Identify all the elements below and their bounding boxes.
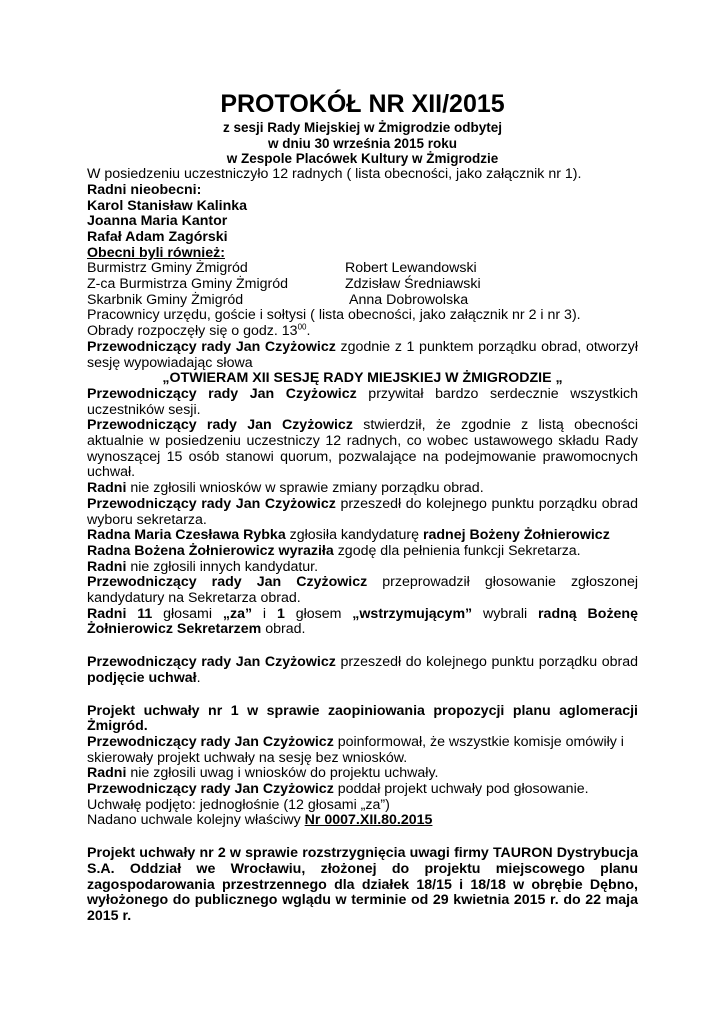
opening-paragraph: Przewodniczący rady Jan Czyżowicz zgodnie z 1 punktem porządku obrad, otworzył sesję wypowiadając słowa <box>87 338 638 371</box>
present-row <box>87 261 638 277</box>
resolution-2-title: Projekt uchwały nr 2 w sprawie rozstrzygnięcia uwagi firmy TAURON Dystrybucja S.A. Oddział we Wrocławiu, złożonej do projektu miejscowego planu zagospodarowania przestrzennego dla działek 18/15 i 18/18 w obrębie Dębno, wyłożonego do publicznego wglądu w terminie od 29 kwietnia 2015 r. do 22 maja 2015 r. <box>87 845 638 924</box>
resolution-1-number: Nadano uchwale kolejny właściwy Nr 0007.XII.80.2015 <box>87 812 433 829</box>
present-row <box>87 277 638 293</box>
present-role: Burmistrz Gminy Żmigród <box>87 260 248 277</box>
subtitle-line-3: w Zespole Placówek Kultury w Żmigrodzie <box>226 151 499 167</box>
secretary-result-paragraph: Radni 11 głosami „za” i 1 głosem „wstrzymującym” wybrali radną Bożenę Żołnierowicz Sekretarzem obrad. <box>87 605 638 638</box>
start-time-text: Obrady rozpoczęły się o godz. $13^{00}$. <box>87 322 311 340</box>
present-name: Zdzisław Średniawski <box>345 276 481 293</box>
consent-paragraph: Radna Bożena Żołnierowicz wyraziła zgodę dla pełnienia funkcji Sekretarza. <box>87 542 581 559</box>
subtitle-line-1: z sesji Rady Miejskiej w Żmigrodzie odbytej <box>222 120 503 135</box>
absent-member: Rafał Adam Zagórski <box>87 228 228 245</box>
present-row <box>87 293 638 309</box>
opening-words: „OTWIERAM XII SESJĘ RADY MIEJSKIEJ W ŻMIGRODZIE „ <box>162 370 563 387</box>
resolutions-item-paragraph: Przewodniczący rady Jan Czyżowicz przeszedł do kolejnego punktu porządku obrad podjęcie uchwał. <box>87 654 639 686</box>
resolution-1-info: Przewodniczący rady Jan Czyżowicz poinformował, że wszystkie komisje omówiły i skierowały projekt uchwały na sesję bez wniosków. <box>87 733 624 766</box>
secretary-vote-paragraph: Przewodniczący rady Jan Czyżowicz przeprowadził głosowanie zgłoszonej kandydatury na Sekretarza obrad. <box>87 574 638 607</box>
document-title: PROTOKÓŁ NR XII/2015 <box>220 90 505 118</box>
no-motions-paragraph: Radni nie zgłosili wniosków w sprawie zmiany porządku obrad. <box>87 480 484 497</box>
staff-text: Pracownicy urzędu, goście i sołtysi ( lista obecności, jako załącznik nr 2 i nr 3). <box>87 307 581 324</box>
resolution-1-vote: Przewodniczący rady Jan Czyżowicz poddał projekt uchwały pod głosowanie. <box>87 781 589 798</box>
no-candidates-paragraph: Radni nie zgłosili innych kandydatur. <box>87 558 319 575</box>
quorum-paragraph: Przewodniczący rady Jan Czyżowicz stwierdził, że zgodnie z listą obecności aktualnie w posiedzeniu uczestniczy 12 radnych, co wobec ustawowego składu Rady wynoszącej 15 osób stanowi quorum, pozwalające na podejmowanie prawomocnych uchwał. <box>87 417 638 481</box>
absent-member: Karol Stanisław Kalinka <box>87 197 248 214</box>
present-name: Anna Dobrowolska <box>349 291 469 308</box>
present-heading: Obecni byli również: <box>87 244 225 261</box>
present-name: Robert Lewandowski <box>345 260 477 277</box>
resolution-1-title: Projekt uchwały nr 1 w sprawie zaopiniowania propozycji planu aglomeracji Żmigród. <box>87 702 638 735</box>
attendance-text: W posiedzeniu uczestniczyło 12 radnych ( lista obecności, jako załącznik nr 1). <box>87 166 582 183</box>
candidate-paragraph: Radna Maria Czesława Rybka zgłosiła kandydaturę radnej Bożeny Żołnierowicz <box>87 527 610 544</box>
resolution-1-remarks: Radni nie zgłosili uwag i wniosków do projektu uchwały. <box>87 765 439 782</box>
subtitle-line-2: w dniu 30 września 2015 roku <box>267 135 458 151</box>
present-role: Skarbnik Gminy Żmigród <box>87 291 244 308</box>
welcome-paragraph: Przewodniczący rady Jan Czyżowicz przywitał bardzo serdecznie wszystkich uczestników sesji. <box>87 385 639 418</box>
present-role: Z-ca Burmistrza Gminy Żmigród <box>87 276 289 293</box>
absent-heading: Radni nieobecni: <box>87 181 202 198</box>
absent-member: Joanna Maria Kantor <box>87 213 228 230</box>
document-page <box>87 88 638 925</box>
resolution-1-adopted: Uchwałę podjęto: jednogłośnie (12 głosami „za”) <box>87 796 390 813</box>
secretary-item-paragraph: Przewodniczący rady Jan Czyżowicz przeszedł do kolejnego punktu porządku obrad wyboru sekretarza. <box>87 495 639 528</box>
